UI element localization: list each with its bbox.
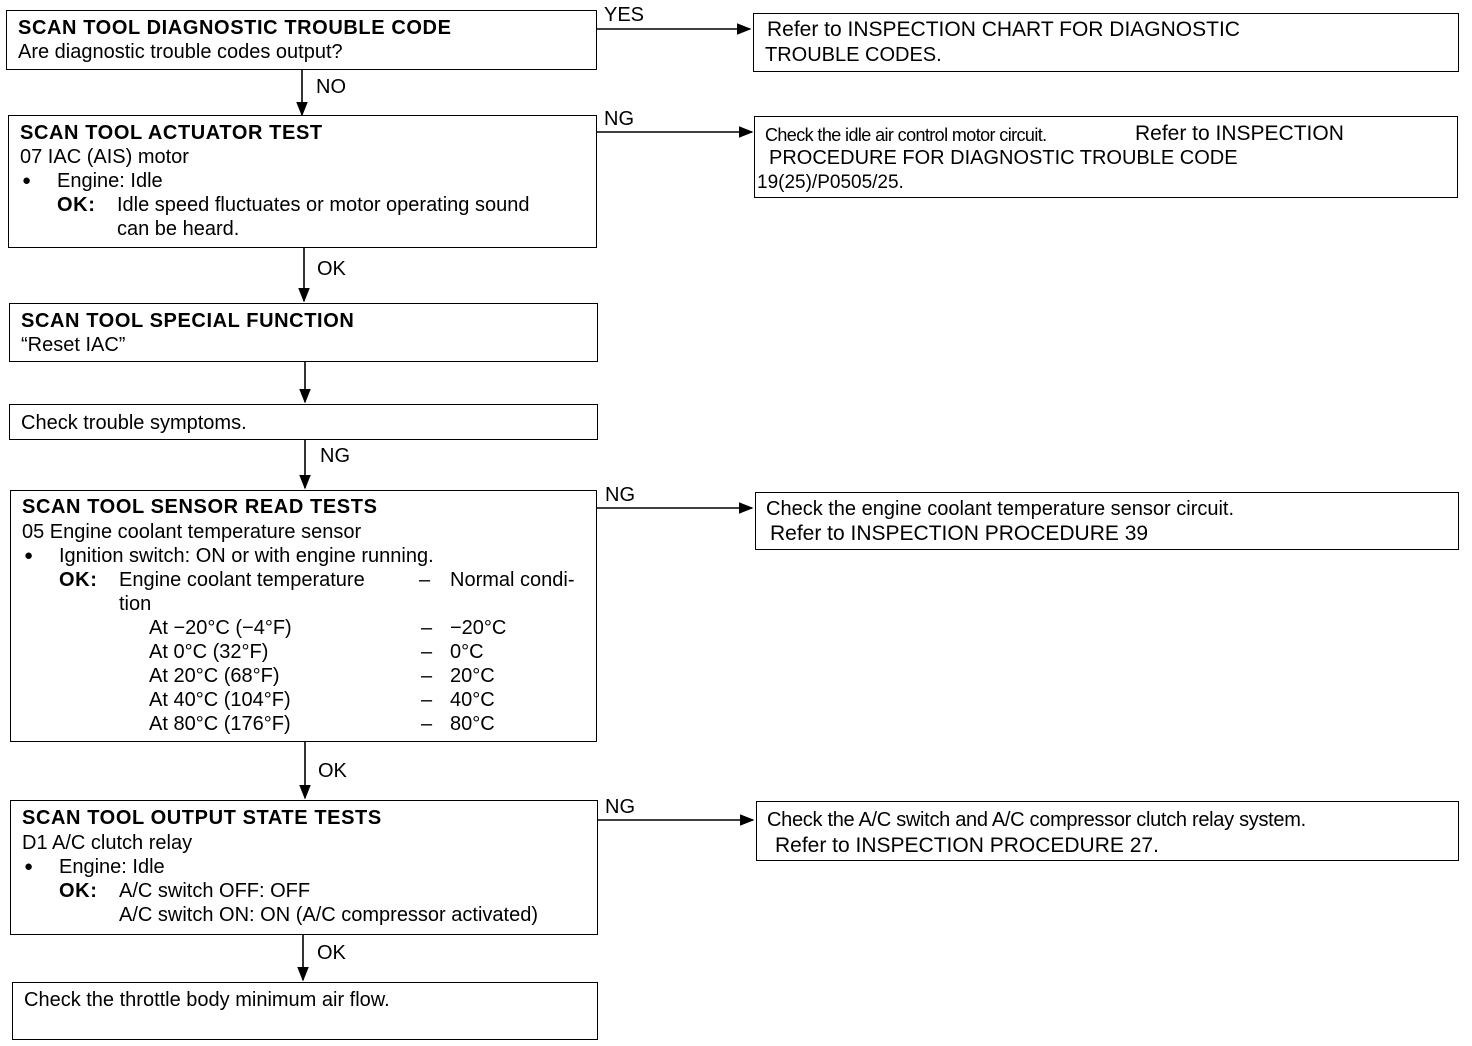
result-dtc-yes-line1: Refer to INSPECTION CHART FOR DIAGNOSTIC <box>767 18 1240 41</box>
label-ng-output: NG <box>605 796 635 818</box>
bullet-icon: ● <box>24 547 34 564</box>
label-ng-sensor: NG <box>605 484 635 506</box>
temp-row-at: At 0°C (32°F) <box>149 641 269 663</box>
sensor-ok-col1: Engine coolant temperature <box>119 569 365 591</box>
result-actuator-ng-line2: PROCEDURE FOR DIAGNOSTIC TROUBLE CODE <box>769 147 1238 169</box>
label-ng-symptoms: NG <box>320 445 350 467</box>
result-sensor-ng-line1: Check the engine coolant temperature sensor circuit. <box>766 498 1235 520</box>
output-step-box <box>10 800 598 935</box>
special-step-item: “Reset IAC” <box>21 334 126 356</box>
result-actuator-ng-line3: 19(25)/P0505/25. <box>757 172 904 193</box>
output-ok-label: OK: <box>59 880 98 902</box>
temp-row-value: 20°C <box>450 665 495 687</box>
actuator-step-condition: Engine: Idle <box>57 170 163 192</box>
result-sensor-ng-box <box>755 492 1459 550</box>
temp-row-at: At 20°C (68°F) <box>149 665 280 687</box>
result-dtc-yes-line2: TROUBLE CODES. <box>765 44 942 66</box>
throttle-step-box <box>12 982 598 1040</box>
sensor-ok-col2: Normal condi- <box>450 569 575 591</box>
result-sensor-ng-line2: Refer to INSPECTION PROCEDURE 39 <box>770 522 1149 545</box>
temp-row-value: 40°C <box>450 689 495 711</box>
sensor-step-box <box>10 490 597 742</box>
actuator-step-box <box>8 115 597 248</box>
output-ok-text-1: A/C switch OFF: OFF <box>119 880 311 902</box>
temp-row-value: 80°C <box>450 713 495 735</box>
result-actuator-ng-line1b: Refer to INSPECTION <box>1135 122 1344 145</box>
dtc-step-title: SCAN TOOL DIAGNOSTIC TROUBLE CODE <box>18 17 452 39</box>
throttle-step-text: Check the throttle body minimum air flow. <box>24 989 390 1011</box>
output-ok-text-2: A/C switch ON: ON (A/C compressor activated) <box>119 904 538 926</box>
temp-row-dash: – <box>421 665 433 687</box>
actuator-ok-text-1: Idle speed fluctuates or motor operating sound <box>117 194 530 216</box>
result-output-ng-line1: Check the A/C switch and A/C compressor clutch relay system. <box>767 809 1306 831</box>
label-ng-actuator: NG <box>604 108 634 130</box>
label-yes: YES <box>604 4 645 26</box>
special-step-box <box>9 303 598 362</box>
sensor-ok-dash: – <box>419 569 431 591</box>
result-actuator-ng-line1a: Check the idle air control motor circuit. <box>765 125 1047 145</box>
temp-row-at: At 80°C (176°F) <box>149 713 291 735</box>
sensor-ok-label: OK: <box>59 569 98 591</box>
label-ok-actuator: OK <box>317 258 346 280</box>
symptoms-step-box <box>9 404 598 440</box>
output-step-item: D1 A/C clutch relay <box>22 832 193 854</box>
temp-row-value: 0°C <box>450 641 484 663</box>
output-step-title: SCAN TOOL OUTPUT STATE TESTS <box>22 807 382 829</box>
label-ok-output: OK <box>317 942 346 964</box>
temp-row-dash: – <box>421 617 433 639</box>
result-actuator-ng-box <box>754 116 1458 198</box>
symptoms-step-text: Check trouble symptoms. <box>21 412 247 434</box>
actuator-step-title: SCAN TOOL ACTUATOR TEST <box>20 122 323 144</box>
result-output-ng-line2: Refer to INSPECTION PROCEDURE 27. <box>775 834 1159 857</box>
temp-row-dash: – <box>421 689 433 711</box>
temp-row-at: At −20°C (−4°F) <box>149 617 292 639</box>
bullet-icon: ● <box>24 858 34 875</box>
actuator-step-item: 07 IAC (AIS) motor <box>20 146 189 168</box>
bullet-icon: ● <box>22 172 32 189</box>
actuator-ok-label: OK: <box>57 194 96 216</box>
sensor-step-item: 05 Engine coolant temperature sensor <box>22 521 362 543</box>
output-step-condition: Engine: Idle <box>59 856 165 878</box>
temp-row-value: −20°C <box>450 617 507 639</box>
label-ok-sensor: OK <box>318 760 347 782</box>
special-step-title: SCAN TOOL SPECIAL FUNCTION <box>21 310 355 332</box>
label-no: NO <box>316 76 346 98</box>
temp-row-dash: – <box>421 641 433 663</box>
result-output-ng-box <box>756 801 1459 861</box>
sensor-ok-cont: tion <box>119 593 152 615</box>
dtc-step-box <box>6 10 597 70</box>
result-dtc-yes-box <box>753 13 1459 72</box>
temp-row-dash: – <box>421 713 433 735</box>
temp-row-at: At 40°C (104°F) <box>149 689 291 711</box>
actuator-ok-text-2: can be heard. <box>117 218 240 240</box>
sensor-step-condition: Ignition switch: ON or with engine running. <box>59 545 434 567</box>
sensor-step-title: SCAN TOOL SENSOR READ TESTS <box>22 496 378 518</box>
dtc-step-question: Are diagnostic trouble codes output? <box>18 41 343 63</box>
